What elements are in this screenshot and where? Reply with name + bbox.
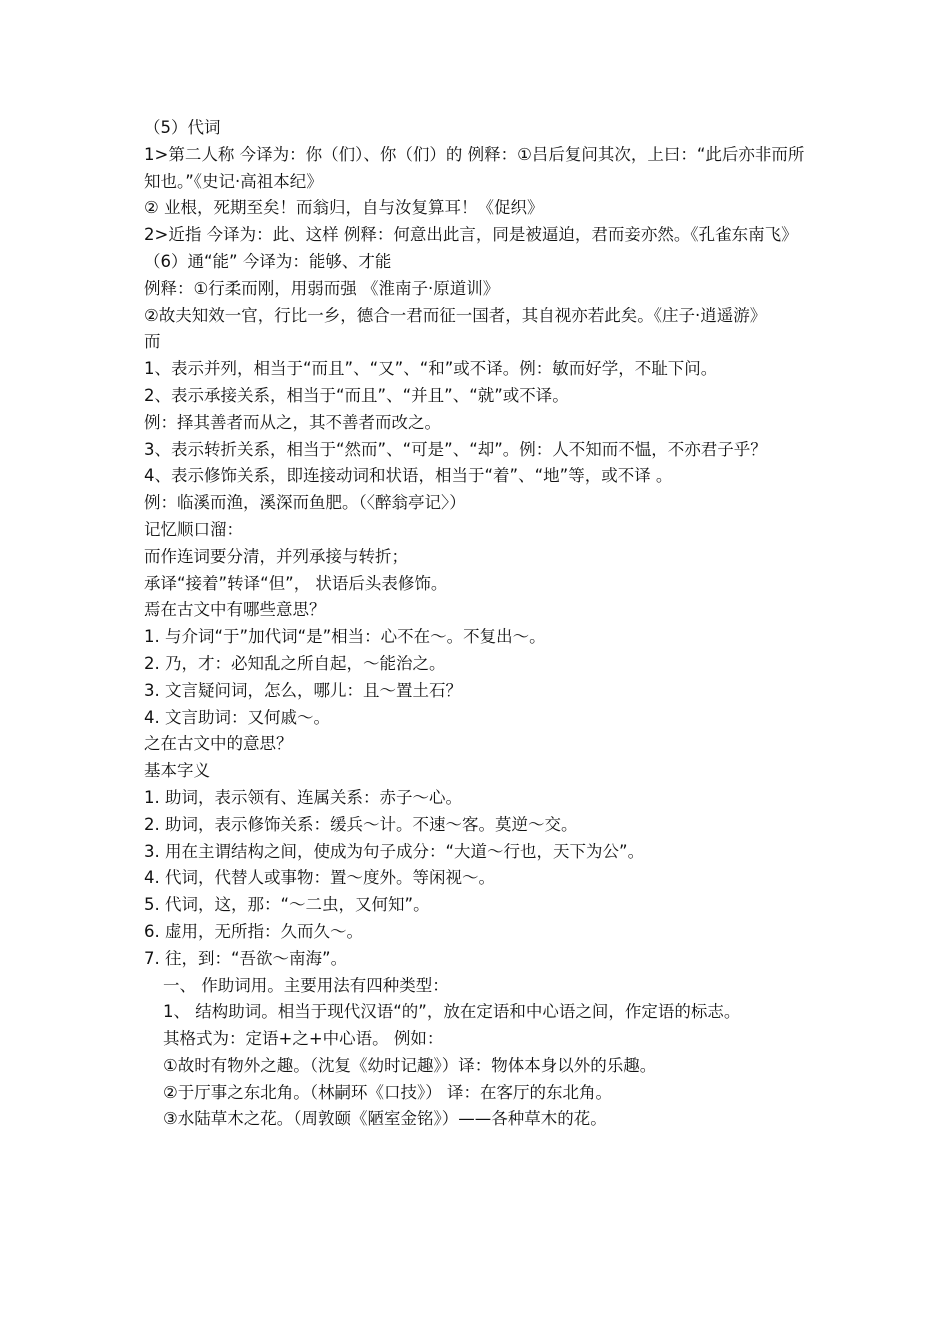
document-body: [144, 115, 814, 1133]
text-line: 5. 代词，这，那：“～二虫，又何知”。: [144, 895, 430, 915]
text-line: 6. 虚用，无所指：久而久～。: [144, 921, 363, 941]
text-line: 1、表示并列，相当于“而且”、“又”、“和”或不译。例：敏而好学，不耻下问。: [144, 359, 718, 379]
text-line: 2. 助词，表示修饰关系：缓兵～计。不速～客。莫逆～交。: [144, 814, 578, 834]
heading-yan: 焉在古文中有哪些意思？: [144, 600, 326, 620]
text-line: ②故夫知效一官，行比一乡，德合一君而征一国者，其自视亦若此矣。《庄子·逍遥游》: [144, 305, 767, 325]
text-line: 2>近指 今译为：此、这样 例释：何意出此言，同是被逼迫，君而妾亦然。《孔雀东南飞》: [144, 225, 798, 245]
text-line: 3. 用在主谓结构之间，使成为句子成分：“大道～行也，天下为公”。: [144, 841, 645, 861]
heading-zhi: 之在古文中的意思？: [144, 734, 293, 754]
heading-mnemonic: 记忆顺口溜：: [144, 519, 243, 539]
text-line: 承译“接着”转译“但”， 状语后头表修饰。: [144, 573, 448, 593]
text-line: 1、 结构助词。相当于现代汉语“的”，放在定语和中心语之间，作定语的标志。: [163, 1002, 741, 1022]
text-line: 7. 往，到：“吾欲～南海”。: [144, 948, 348, 968]
text-line: 一、 作助词用。主要用法有四种类型：: [163, 975, 449, 995]
text-line: 4. 代词，代替人或事物：置～度外。等闲视～。: [144, 868, 495, 888]
text-line: 4、表示修饰关系，即连接动词和状语，相当于“着”、“地”等，或不译 。: [144, 466, 673, 486]
heading-basic-meaning: 基本字义: [144, 761, 210, 781]
text-line: 例释：①行柔而刚，用弱而强 《淮南子·原道训》: [144, 278, 500, 298]
text-line: ②于厅事之东北角。（林嗣环《口技》） 译：在客厅的东北角。: [163, 1082, 613, 1102]
text-line: 3、表示转折关系，相当于“然而”、“可是”、“却”。例：人不知而不愠，不亦君子乎？: [144, 439, 767, 459]
text-line: ①故时有物外之趣。（沈复《幼时记趣》）译：物体本身以外的乐趣。: [163, 1055, 657, 1075]
text-line: 4. 文言助词：又何戚～。: [144, 707, 330, 727]
text-line: 而作连词要分清，并列承接与转折；: [144, 546, 408, 566]
text-line: 1. 与介词“于”加代词“是”相当：心不在～。不复出～。: [144, 627, 546, 647]
text-line: 例：择其善者而从之，其不善者而改之。: [144, 412, 441, 432]
text-line: 其格式为：定语+之+中心语。 例如：: [163, 1029, 444, 1049]
text-line: ② 业根，死期至矣！而翁归，自与汝复算耳！《促织》: [144, 198, 544, 218]
text-line: 2、表示承接关系，相当于“而且”、“并且”、“就”或不译。: [144, 385, 569, 405]
heading-pronoun: （5）代词: [144, 118, 221, 137]
text-line: 3. 文言疑问词，怎么，哪儿：且～置土石？: [144, 680, 462, 700]
text-line: 2. 乃，才：必知乱之所自起，～能治之。: [144, 653, 446, 673]
text-line: 例：临溪而渔，溪深而鱼肥。（〈醉翁亭记〉）: [144, 493, 466, 513]
text-line: 1>第二人称 今译为：你（们）、你（们）的 例释：①吕后复问其次，上曰：“此后亦非而所知也。”《史记·高祖本纪》: [144, 144, 805, 191]
text-line: ③水陆草木之花。（周敦颐《陋室金铭》）——各种草木的花。: [163, 1109, 607, 1129]
heading-er: 而: [144, 332, 161, 352]
text-line: 1. 助词，表示领有、连属关系：赤子～心。: [144, 787, 462, 807]
heading-tong-neng: （6）通“能” 今译为：能够、才能: [144, 251, 392, 271]
